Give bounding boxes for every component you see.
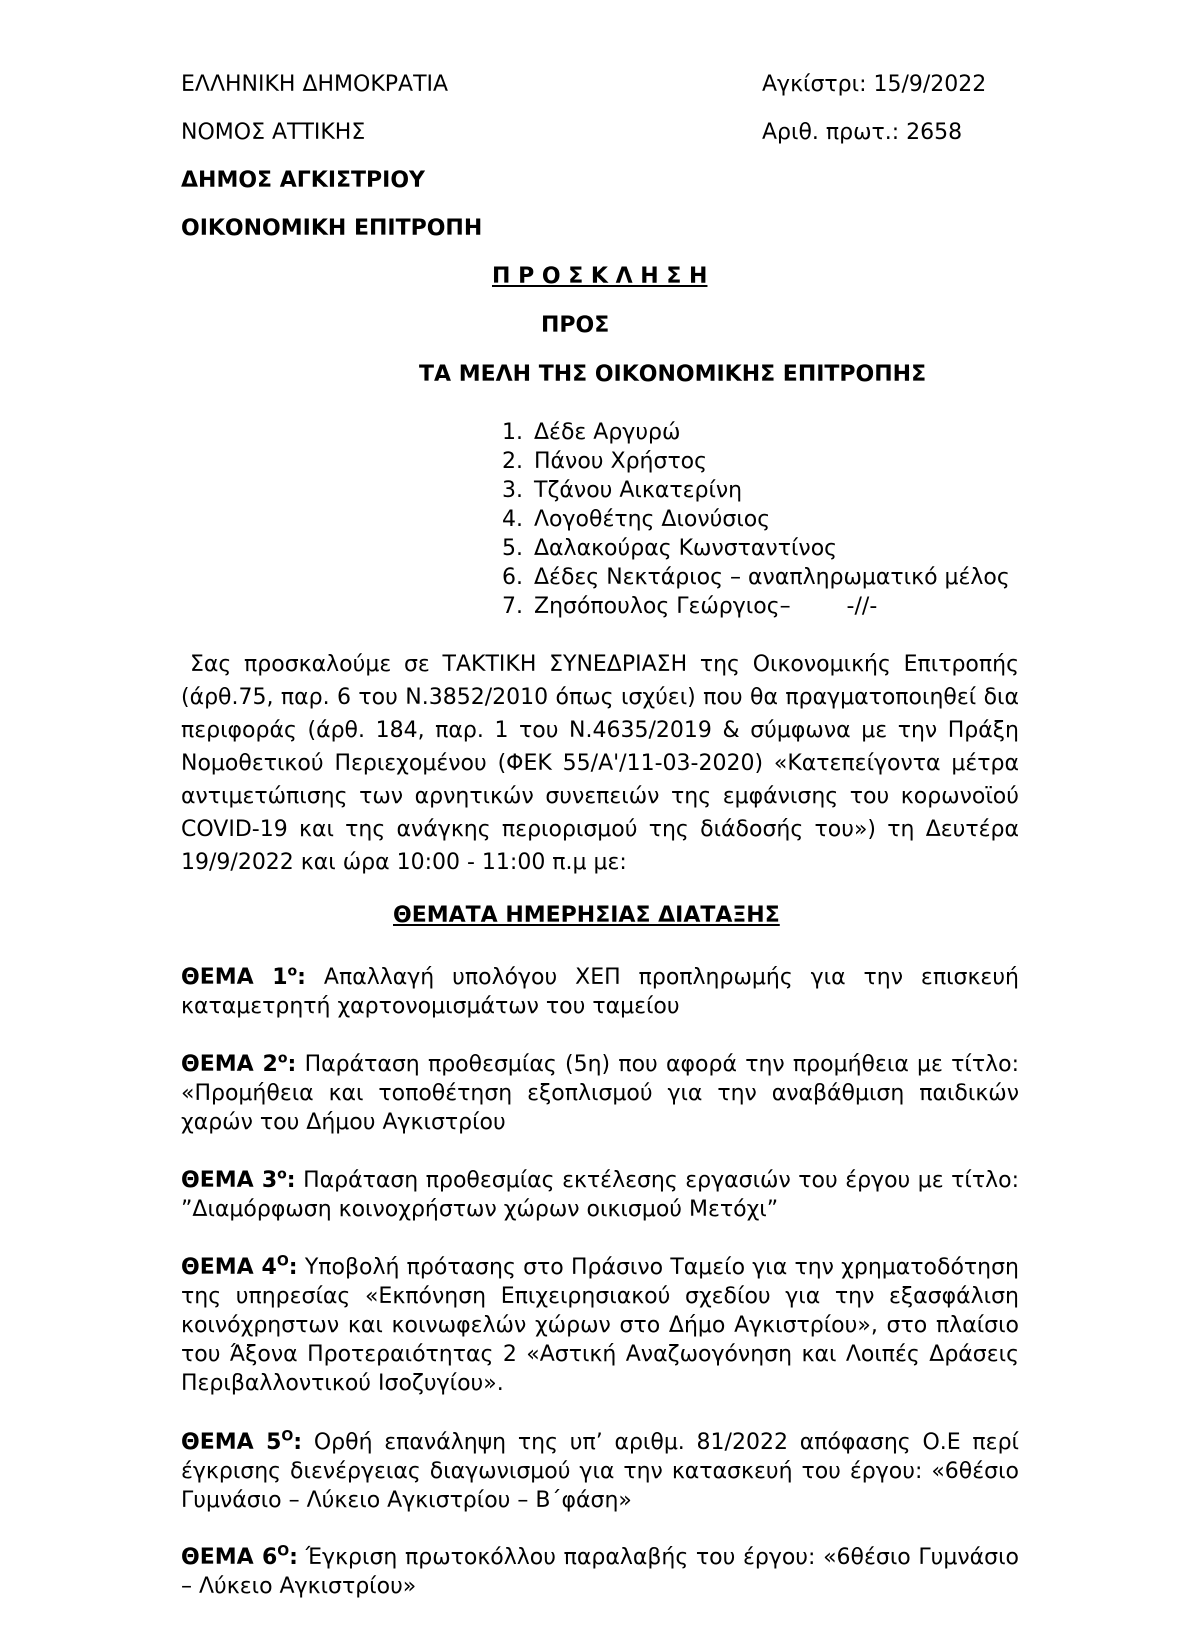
list-item — [502, 447, 1010, 476]
agenda-topic — [181, 963, 1019, 1021]
member-number: 1. — [502, 420, 523, 445]
member-number: 2. — [502, 449, 523, 474]
list-item — [502, 563, 1010, 592]
invitation-title: Π Ρ Ο Σ Κ Λ Η Σ Η — [492, 264, 708, 289]
topic-text: Υποβολή πρότασης στο Πράσινο Ταμείο για την χρηματοδότηση της υπηρεσίας «Εκπόνηση Επιχειρησιακού σχεδίου για την εξασφάλιση κοινόχρηστων και κοινωφελών χώρων στο Δήμο Αγκιστρίου», στο πλαίσιο του Άξονα Προτεραιότητας 2 «Αστική Αναζωογόνηση και Λοιπές Δράσεις Περιβαλλοντικού Ισοζυγίου». — [181, 1255, 1020, 1396]
member-number: 6. — [502, 565, 523, 590]
header-prefecture: ΝΟΜΟΣ ΑΤΤΙΚΗΣ — [181, 120, 366, 145]
member-number: 4. — [502, 507, 523, 532]
topic-text: Παράταση προθεσμίας (5η) που αφορά την προμήθεια με τίτλο: «Προμήθεια και τοποθέτηση εξοπλισμού για την αναβάθμιση παιδικών χαρών του Δήμου Αγκιστρίου — [181, 1052, 1020, 1135]
invitation-recipients: ΤΑ ΜΕΛΗ ΤΗΣ ΟΙΚΟΝΟΜΙΚΗΣ ΕΠΙΤΡΟΠΗΣ — [419, 362, 927, 387]
agenda-topic — [181, 1253, 1019, 1398]
member-name: Δέδες Νεκτάριος – αναπληρωματικό μέλος — [534, 565, 1010, 590]
topic-label: ΘΕΜΑ $3^o$: — [181, 1166, 296, 1193]
member-number: 7. — [502, 594, 523, 619]
list-item — [502, 592, 1010, 621]
member-name: Πάνου Χρήστος — [534, 449, 708, 474]
ordinal-marker: Ο — [281, 1428, 294, 1445]
header-committee: ΟΙΚΟΝΟΜΙΚΗ ΕΠΙΤΡΟΠΗ — [181, 216, 483, 241]
member-name: Λογοθέτης Διονύσιος — [534, 507, 771, 532]
member-number: 3. — [502, 478, 523, 503]
topic-label: ΘΕΜΑ $4^O$: — [181, 1253, 298, 1280]
list-item — [502, 534, 1010, 563]
ordinal-marker: ο — [277, 1050, 288, 1067]
list-item — [502, 476, 1010, 505]
agenda-title: ΘΕΜΑΤΑ ΗΜΕΡΗΣΙΑΣ ΔΙΑΤΑΞΗΣ — [393, 903, 780, 928]
agenda-topic — [181, 1166, 1019, 1224]
protocol-number: Αριθ. πρωτ.: 2658 — [762, 120, 963, 145]
member-name: Τζάνου Αικατερίνη — [534, 478, 743, 503]
ordinal-marker: Ο — [276, 1253, 289, 1270]
list-item — [502, 418, 1010, 447]
ordinal-marker: Ο — [277, 1543, 290, 1560]
committee-member-list — [502, 418, 1010, 621]
member-name: Δέδε Αργυρώ — [534, 420, 681, 445]
header-municipality: ΔΗΜΟΣ ΑΓΚΙΣΤΡΙΟΥ — [181, 168, 425, 193]
agenda-topic — [181, 1543, 1019, 1601]
topic-text: Απαλλαγή υπολόγου ΧΕΠ προπληρωμής για την επισκευή καταμετρητή χαρτονομισμάτων του ταμείου — [181, 965, 1019, 1019]
list-item — [502, 505, 1010, 534]
invitation-to: ΠΡΟΣ — [541, 313, 610, 338]
member-number: 5. — [502, 536, 523, 561]
topic-label: ΘΕΜΑ $2^o$: — [181, 1050, 297, 1077]
topic-label: ΘΕΜΑ $6^O$: — [181, 1543, 298, 1570]
member-name: Ζησόπουλος Γεώργιος– -//- — [534, 594, 878, 619]
agenda-topic — [181, 1050, 1019, 1137]
topic-label: ΘΕΜΑ $1^o$: — [181, 963, 306, 990]
document-date: Αγκίστρι: 15/9/2022 — [762, 72, 987, 97]
topic-label: ΘΕΜΑ $5^O$: — [181, 1428, 303, 1455]
ordinal-marker: ο — [287, 963, 298, 980]
topic-text: Ορθή επανάληψη της υπ’ αριθμ. 81/2022 απόφασης Ο.Ε περί έγκρισης διενέργειας διαγωνισμού για την κατασκευή του έργου: «6θέσιο Γυμνάσιο – Λύκειο Αγκιστρίου – Β΄φάση» — [181, 1430, 1019, 1513]
header-country: ΕΛΛΗΝΙΚΗ ΔΗΜΟΚΡΑΤΙΑ — [181, 72, 449, 97]
invitation-body: Σας προσκαλούμε σε ΤΑΚΤΙΚΗ ΣΥΝΕΔΡΙΑΣΗ της Οικονομικής Επιτροπής (άρθ.75, παρ. 6 του Ν.3852/2010 όπως ισχύει) που θα πραγματοποιηθεί δια περιφοράς (άρθ. 184, παρ. 1 του Ν.4635/2019 & σύμφωνα με την Πράξη Νομοθετικού Περιεχομένου (ΦΕΚ 55/Α'/11-03-2020) «Κατεπείγοντα μέτρα αντιμετώπισης των αρνητικών συνεπειών της εμφάνισης του κορωνοϊού COVID-19 και της ανάγκης περιορισμού της διάδοσής του») τη Δευτέρα 19/9/2022 και ώρα 10:00 - 11:00 π.μ με: — [181, 652, 1019, 875]
topic-text: Παράταση προθεσμίας εκτέλεσης εργασιών του έργου με τίτλο: ”Διαμόρφωση κοινοχρήστων χώρων οικισμού Μετόχι” — [181, 1168, 1019, 1222]
agenda-topic — [181, 1428, 1019, 1515]
topic-text: Έγκριση πρωτοκόλλου παραλαβής του έργου: «6θέσιο Γυμνάσιο – Λύκειο Αγκιστρίου» — [181, 1545, 1019, 1599]
member-name: Δαλακούρας Κωνσταντίνος — [534, 536, 838, 561]
ordinal-marker: ο — [277, 1166, 287, 1183]
